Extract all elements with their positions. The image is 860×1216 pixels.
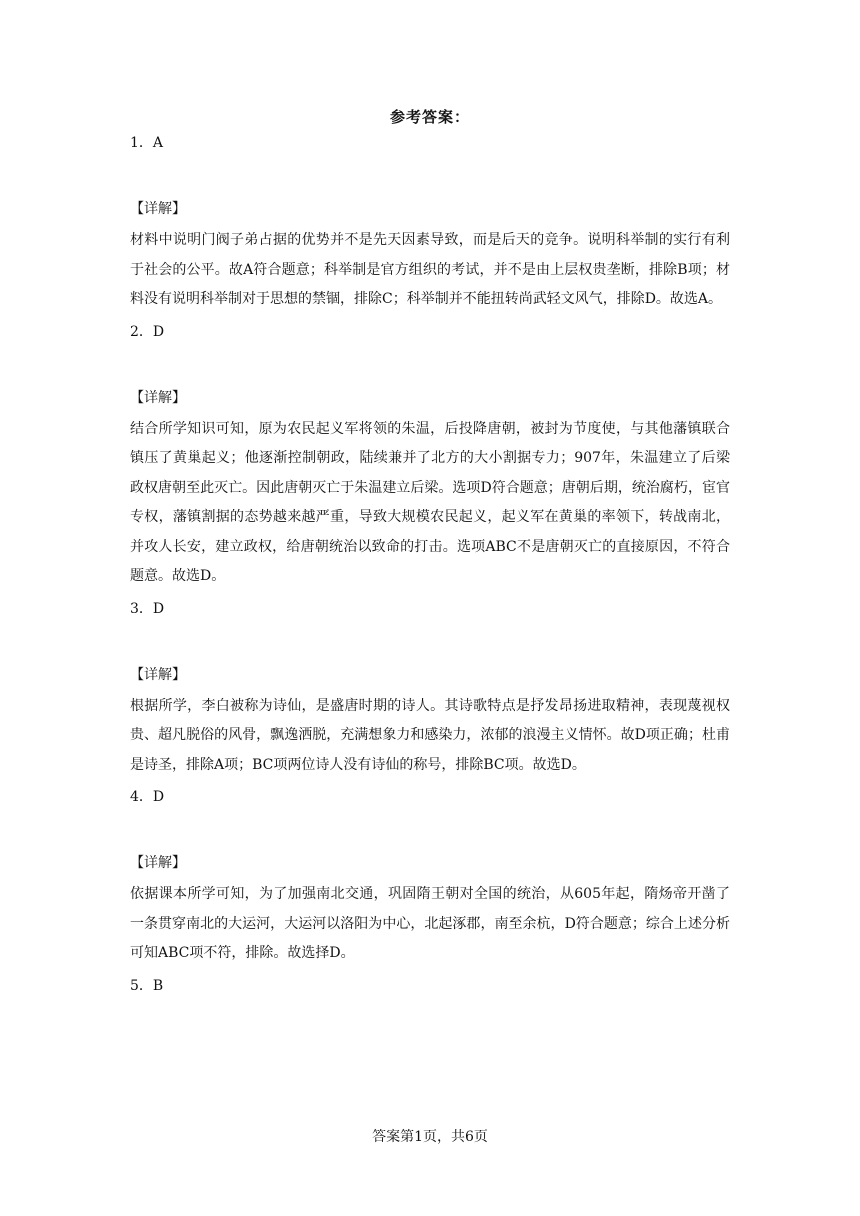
answer-label: 1．A <box>130 135 164 151</box>
answer-item <box>130 598 730 781</box>
answer-list <box>130 132 730 997</box>
answer-item <box>130 321 730 592</box>
answer-item <box>130 975 730 997</box>
page-footer: 答案第1页，共6页 <box>372 1129 488 1145</box>
answer-label: 2．D <box>130 323 165 340</box>
page-title: 参考答案： <box>389 108 470 126</box>
detail-tag: 【详解】 <box>130 855 186 871</box>
answer-item <box>130 786 730 969</box>
answer-label: 3．D <box>130 600 165 617</box>
explanation-text: 材料中说明门阀子弟占据的优势并不是先天因素导致，而是后天的竞争。说明科举制的实行有利于社会的公平。故A符合题意；科举制是官方组织的考试，并不是由上层权贵垄断，排除B项；材料没有说明科举制对于思想的禁锢，排除C；科举制并不能扭转尚武轻文风气，排除D。故选A。 <box>130 232 730 307</box>
explanation-text: 根据所学，李白被称为诗仙，是盛唐时期的诗人。其诗歌特点是抒发昂扬进取精神，表现蔑视权贵、超凡脱俗的风骨，飘逸洒脱，充满想象力和感染力，浓郁的浪漫主义情怀。故D项正确；杜甫是诗圣，排除A项；BC项两位诗人没有诗仙的称号，排除BC项。故选D。 <box>130 697 730 773</box>
detail-tag: 【详解】 <box>130 201 186 217</box>
explanation-text: 结合所学知识可知，原为农民起义军将领的朱温，后投降唐朝，被封为节度使，与其他藩镇联合镇压了黄巢起义；他逐渐控制朝政，陆续兼并了北方的大小割据专力；907年，朱温建立了后梁政权唐朝至此灭亡。因此唐朝灭亡于朱温建立后梁。选项D符合题意；唐朝后期，统治腐朽，宦官专权，藩镇割据的态势越来越严重，导致大规模农民起义，起义军在黄巢的率领下，转战南北，并攻人长安，建立政权，给唐朝统治以致命的打击。选项ABC不是唐朝灭亡的直接原因，不符合题意。故选D。 <box>130 420 730 584</box>
explanation-text: 依据课本所学可知，为了加强南北交通，巩固隋王朝对全国的统治，从605年起，隋炀帝开凿了一条贯穿南北的大运河，大运河以洛阳为中心，北起涿郡，南至余杭，D符合题意；综合上述分析可知ABC项不符，排除。故选择D。 <box>130 886 730 961</box>
answer-label: 5．B <box>130 977 164 994</box>
answer-label: 4．D <box>130 789 165 805</box>
detail-tag: 【详解】 <box>130 389 186 406</box>
detail-tag: 【详解】 <box>130 666 186 683</box>
answer-item <box>130 132 730 315</box>
